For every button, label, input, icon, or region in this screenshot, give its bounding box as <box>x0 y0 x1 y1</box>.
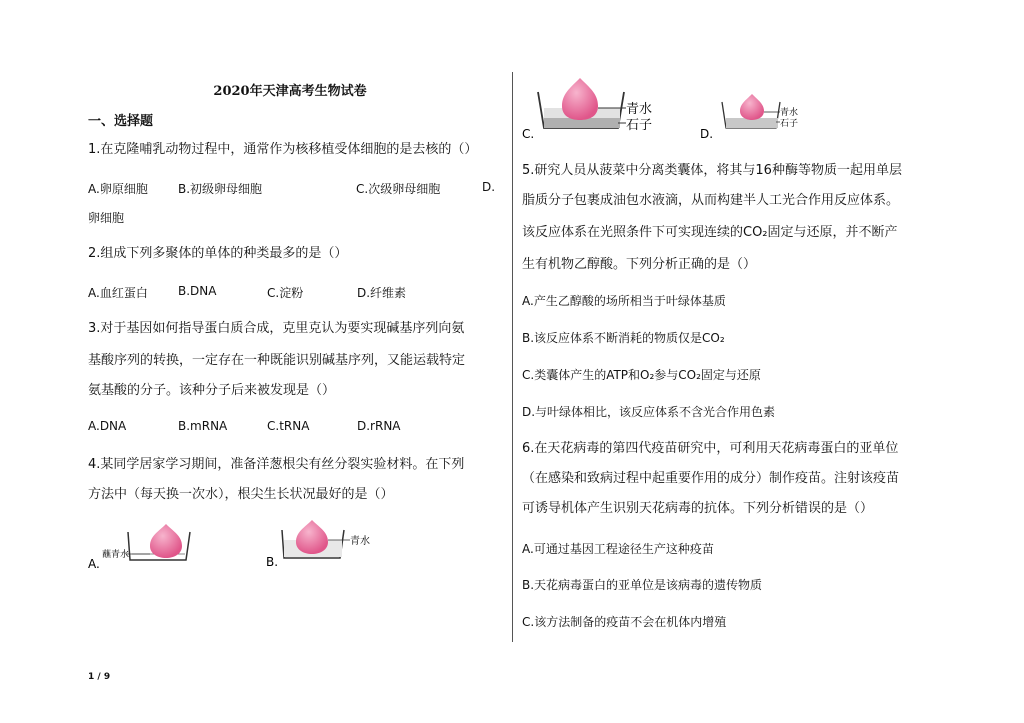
q2-option-c: C.淀粉 <box>267 286 304 300</box>
q3-option-c: C.tRNA <box>267 419 310 433</box>
section-heading: 一、选择题 <box>88 114 154 129</box>
q3-line-2: 基酸序列的转换，一定存在一种既能识别碱基序列，又能运载特定 <box>88 353 466 368</box>
q5-line-1: 5.研究人员从菠菜中分离类囊体，将其与16种酶等物质一起用单层 <box>522 163 902 178</box>
onion-icon <box>562 78 598 120</box>
q1-option-b: B.初级卵母细胞 <box>178 182 263 196</box>
figure-b-label: 青水 <box>350 536 370 547</box>
q4-line-1: 4.某同学居家学习期间，准备洋葱根尖有丝分裂实验材料。在下列 <box>88 457 465 472</box>
q1-option-c: C.次级卵母细胞 <box>356 182 441 196</box>
figure-c-label-water: 青水 <box>626 102 653 117</box>
q4-line-2: 方法中（每天换一次水），根尖生长状况最好的是（） <box>88 487 394 502</box>
q2-option-b: B.DNA <box>178 284 217 298</box>
figure-b-option: B. <box>266 555 279 569</box>
figure-c <box>522 76 662 142</box>
q6-line-2: （在感染和致病过程中起重要作用的成分）制作疫苗。注射该疫苗 <box>522 471 900 486</box>
page-title: 2020年天津高考生物试卷 <box>213 84 367 99</box>
q1-option-a: A.卵原细胞 <box>88 182 148 196</box>
figure-a-option: A. <box>88 557 100 571</box>
q6-line-3: 可诱导机体产生识别天花病毒的抗体。下列分析错误的是（） <box>522 501 874 516</box>
q6-option-c: C.该方法制备的疫苗不会在机体内增殖 <box>522 615 727 629</box>
figure-a <box>88 520 198 572</box>
q5-option-a: A.产生乙醇酸的场所相当于叶绿体基质 <box>522 294 726 308</box>
figure-d-label-water: 青水 <box>780 108 799 118</box>
figure-d-option: D. <box>700 127 714 141</box>
q5-line-4: 生有机物乙醇酸。下列分析正确的是（） <box>522 257 757 272</box>
page-number: 1 / 9 <box>88 672 111 682</box>
q1-option-d: D. <box>482 180 496 194</box>
q5-option-c: C.类囊体产生的ATP和O₂参与CO₂固定与还原 <box>522 368 761 382</box>
q5-line-2: 脂质分子包裹成油包水液滴，从而构建半人工光合作用反应体系。 <box>522 193 900 208</box>
q3-option-d: D.rRNA <box>357 419 401 433</box>
q3-line-1: 3.对于基因如何指导蛋白质合成，克里克认为要实现碱基序列向氨 <box>88 321 465 336</box>
q6-option-b: B.天花病毒蛋白的亚单位是该病毒的遗传物质 <box>522 578 763 592</box>
q3-line-3: 氨基酸的分子。该种分子后来被发现是（） <box>88 383 336 398</box>
q6-option-a: A.可通过基因工程途径生产这种疫苗 <box>522 542 714 556</box>
figure-d <box>700 94 810 142</box>
column-divider <box>512 72 513 642</box>
figure-c-label-stone: 石子 <box>626 118 653 133</box>
onion-icon <box>740 94 764 120</box>
onion-icon <box>150 524 182 558</box>
onion-icon <box>296 520 328 554</box>
q1-option-d-wrap: 卵细胞 <box>88 211 125 225</box>
q3-option-a: A.DNA <box>88 419 127 433</box>
q2-stem: 2.组成下列多聚体的单体的种类最多的是（） <box>88 246 348 261</box>
q2-option-a: A.血红蛋白 <box>88 286 148 300</box>
figure-a-label: 蘸青水 <box>102 550 130 560</box>
figure-c-option: C. <box>522 127 535 141</box>
figure-d-label-stone: 石子 <box>780 119 799 129</box>
q5-line-3: 该反应体系在光照条件下可实现连续的CO₂固定与还原，并不断产 <box>522 225 898 240</box>
q5-option-d: D.与叶绿体相比，该反应体系不含光合作用色素 <box>522 405 776 419</box>
q1-stem: 1.在克隆哺乳动物过程中，通常作为核移植受体细胞的是去核的（） <box>88 142 478 157</box>
q2-option-d: D.纤维素 <box>357 286 407 300</box>
figure-b <box>266 518 386 570</box>
q3-option-b: B.mRNA <box>178 419 228 433</box>
q5-option-b: B.该反应体系不断消耗的物质仅是CO₂ <box>522 331 725 345</box>
q6-line-1: 6.在天花病毒的第四代疫苗研究中，可利用天花病毒蛋白的亚单位 <box>522 441 899 456</box>
